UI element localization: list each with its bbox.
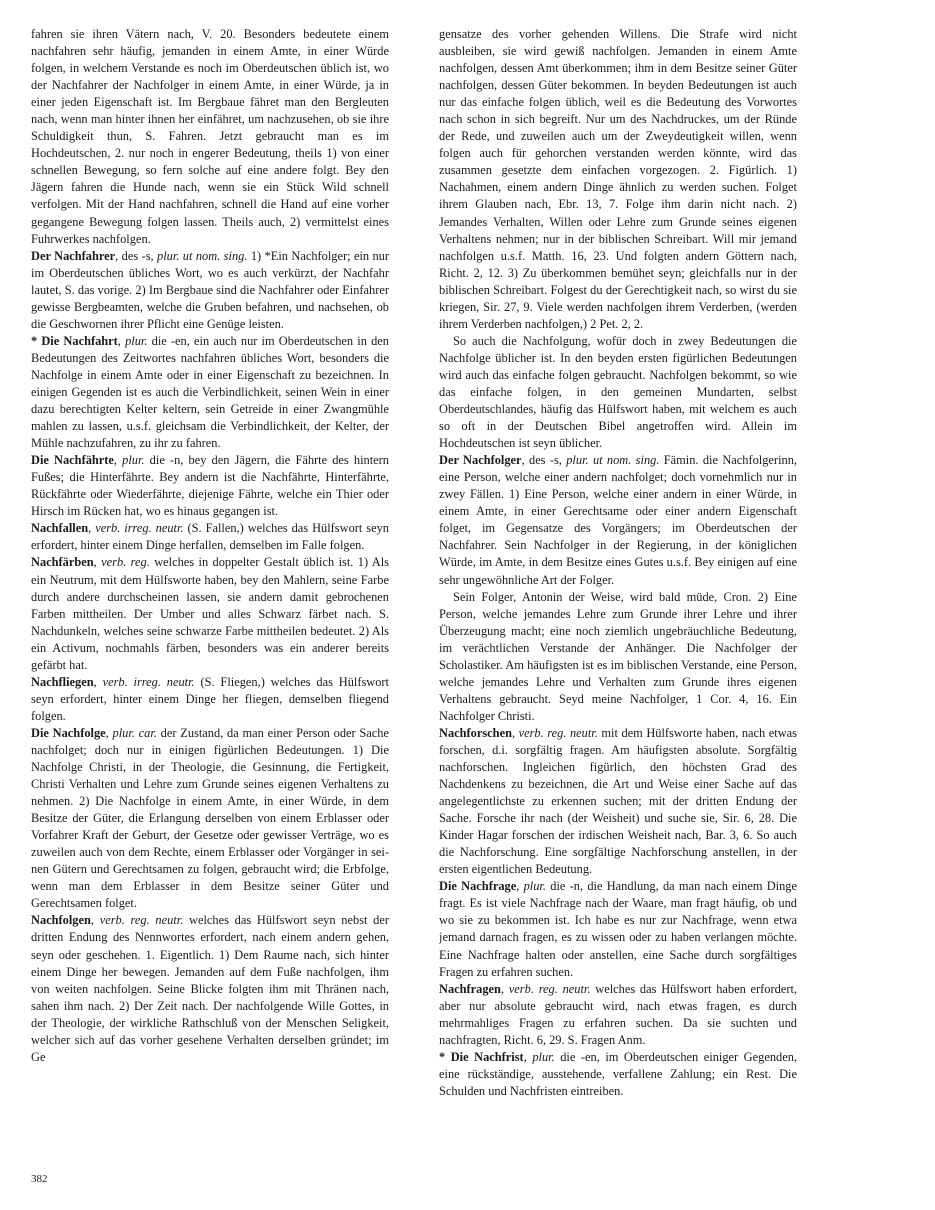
grammar-label: plur. xyxy=(523,879,546,894)
headword: Nachfolgen xyxy=(31,913,91,928)
headword: Die Nachfrage xyxy=(439,879,517,894)
grammar-label: plur. ut nom. sing. xyxy=(157,248,248,263)
dictionary-entry xyxy=(439,333,797,452)
entry-text: , xyxy=(523,1049,533,1064)
entry-text: fahren sie ihren Vätern nach, V. 20. Besonders bedeutete einem nachfahren sehr häufig, jemanden in einem Amte, in einer Würde folgen, in welchem Verstande es noch im Oberdeutschen üblich ist, wo der Nachfahrer der Nachfolger in einem Amte, in einer Würde, ja in einer jeden Eigenschaft ist. Im Bergbaue fähret man den Bergleuten nach, wenn man hinter ihnen her einfähret, um nachzusehen, ob sie ihre Schuldigkeit thun, S. Fahren. Jetzt gebraucht man es im Hochdeutschen, 2. nur noch in engerer Bedeutung, theils 1) von einer schnellen Bewegung, so fern solche auf eine andere folgt. Bey den Jägern fahren die Hunde nach, wenn sie ein Stück Wild schnell verfolgen. Mit der Hand nachfahren, schnell die Hand auf eine vorher gegangene Bewegung folgen lassen. Theils auch, 2) vermittelst eines Fuhrwerkes nachfolgen. xyxy=(31,27,389,246)
entry-text: , des -s, xyxy=(521,453,567,468)
dictionary-entry xyxy=(31,674,389,725)
headword: Die Nachfährte xyxy=(31,453,114,468)
entry-text: (S. Fallen,) welches das Hülfswort seyn erfordert, hinter einem Dinge herfallen, demselben im Falle folgen. xyxy=(31,521,389,553)
entry-text: welches in doppelter Gestalt üblich ist. 1) Als ein Neutrum, mit dem Hülfsworte haben, bey den Mahlern, seine Farbe durch andere durchscheinen lassen, sie andern damit gebrochenen Farben mittheilen. Der Umber und alles Schwarz färbet nach. S. Nachdunkeln, welches seine schwarze Farbe mittheilen bedeutet. 2) Als ein Activum, nochmahls färben, besonders was ein anderer bereits gefärbt hat. xyxy=(31,555,389,672)
grammar-label: plur. car. xyxy=(112,725,157,740)
entry-text: , xyxy=(88,521,96,536)
entry-text: mit dem Hülfsworte haben, nach etwas forschen, d.i. sorgfältig fragen. Am häufigsten absolute. Sorgfältig nachforschen. Ingleichen figürlich, den höchsten Grad des Nachdenkens zu bezeichnen, die Art und Weise einer Sache auf das angelegentlichste zu erkennen suchen; mit der dritten Endung der Sache. Forsche ihr nach (der Weisheit) und suche sie, Sir. 6, 28. Die Kinder Hagar forschen der irdischen Weisheit nach, Bar. 3, 6. So auch die Nachforschung. Eine sorgfältige Nachforschung anstellen, in der ersten eigentlichen Bedeutung. xyxy=(439,725,797,877)
headword: * Die Nachfrist xyxy=(439,1049,524,1064)
entry-text: (S. Fliegen,) welches das Hülfswort seyn erfordert, hinter einem Dinge her fliegen, demselben fliegend folgen. xyxy=(31,674,389,723)
entry-text: die -en, ein auch nur im Oberdeutschen in den Bedeutungen des Zeitwortes nachfahren übliches Wort, besonders die Nachfolge in einem Amte oder in einer Eigenschaft zu bezeichnen. In einigen Gegenden ist es auch die Verbindlichkeit, seinen Wein in einer dazu berechtigten Kelter keltern, sein Getreide in einer Zwangmühle mahlen zu lassen, u.s.f. gleichsam die Verbindlichkeit, der Kelter, der Mühle nachzufahren, zu ihr zu fahren. xyxy=(31,333,389,451)
entry-text: der Zustand, da man einer Person oder Sache nachfolget; doch nur in einigen figürlichen Bedeutungen. 1) Die Nachfolge Christi, in der Theologie, die Gesinnung, die Fertigkeit, Christi Verhalten und Lehre zum Grunde seines eigenen Verhaltens zu nehmen. 2) Die Nachfolge in einem Amte, in einer Würde, in dem Besitze der Güter, die Erlangung derselben von einem Erblasser oder Vorfahrer Kraft der Geburt, der Gesetze oder gewisser Verträge, wo es zuweilen auch von dem Rechte, einem Erblasser oder Vorgänger in seinen Gütern und Gerechtsamen zu folgen, gebraucht wird; die Erbfolge, wenn man dem Erblasser in dem Besitze seiner Güter und Gerechtsamen folget. xyxy=(31,725,389,911)
entry-text: , xyxy=(113,453,123,468)
dictionary-entry xyxy=(31,452,389,520)
dictionary-entry xyxy=(31,520,389,554)
dictionary-entry xyxy=(31,248,389,333)
entry-text: welches das Hülfswort seyn nebst der dritten Endung des Nennwortes erfordert, nach einem andern gehen, seyn oder geschehen. 1. Eigentlich. 1) Dem Raume nach, sich hinter einem Dinge her bewegen. Jemanden auf dem Fuße nachfolgen, ihm von weiten nachfolgen. Seine Blicke folgten ihm mit Thränen nach, sahen ihm nach. 2) Der Zeit nach. Der nachfolgende Wille Gottes, in der Theologie, der wirkliche Rathschluß von der Menschen Seligkeit, welcher sich auf das vorher gesehene Verhalten derselben gründet; im Ge xyxy=(31,913,389,1064)
entry-text: die -en, im Oberdeutschen einiger Gegenden, eine rückständige, ausstehende, verfallene Zahlung; ein Rest. Die Schulden und Nachfristen eintreiben. xyxy=(439,1049,797,1098)
headword: Nachfärben xyxy=(31,555,94,570)
headword: Nachfallen xyxy=(31,521,89,536)
dictionary-entry xyxy=(439,589,797,725)
headword: Der Nachfolger xyxy=(439,453,522,468)
entry-text: , xyxy=(516,879,524,894)
entry-text: , xyxy=(93,674,103,689)
dictionary-entry xyxy=(31,333,389,452)
entry-text: die -n, die Handlung, da man nach einem Dinge fragt. Es ist viele Nachfrage nach der Waare, man fragt häufig, ob und wo sie zu bekommen ist. Ich habe es nur zur Nachfrage, wenn etwa jemand darnach fragen, es zu wissen oder zu haben verlangen möchte. Eine Nachfrage halten oder anstellen, eine Sache durch sorgfältiges Fragen zu erfahren suchen. xyxy=(439,879,797,979)
dictionary-entry xyxy=(31,26,389,248)
grammar-label: plur. xyxy=(122,453,145,468)
entry-text: , xyxy=(117,333,126,348)
entry-text: gensatze des vorher gehenden Willens. Die Strafe wird nicht ausbleiben, sie wird gewiß nachfolgen. Jemanden in einem Amte nachfolgen, dessen Amt überkommen; ihm in dem Besitze seiner Güter nachfolgen, dessen Güter bekommen. In beyden Bedeutungen ist auch nur das einfache folgen üblich, weil es die Bedeutung des Vorwortes nach schon in sich begreift. Nur um des Nachdruckes, um der Ründe der Rede, und zuweilen auch um der Zweydeutigkeit willen, wenn folgen auch für gehorchen verstanden werden könnte, wird das zusammen gesetzte dem einfachen vorgezogen. 2. Figürlich. 1) Nachahmen, einem andern Dinge ähnlich zu werden suchen. Folget ihrem Glauben nach, Ebr. 13, 7. Folge ihm darin nicht nach. 2) Jemandes Verhalten, Willen oder Lehre zum Grunde seines eigenen Verhaltens nehmen; nur in der biblischen Schreibart. Will mir jemand nachfolgen u.s.f. Matth. 16, 23. Und folgten andern Göttern nach, Richt. 2, 12. 3) Zu überkommen bemühet seyn; gleichfalls nur in der biblischen Schreibart. Folgest du der Gerechtigkeit nach, so wirst du sie kriegen, Sir. 27, 9. Viele werden nachfolgen ihrem Verderben, (werden ihrem Verderben nachfolgen,) 2 Pet. 2, 2. xyxy=(439,27,797,331)
grammar-label: verb. reg. xyxy=(101,555,150,570)
entry-text: , xyxy=(105,725,113,740)
dictionary-entry xyxy=(439,452,797,588)
grammar-label: verb. irreg. neutr. xyxy=(102,674,195,689)
right-column xyxy=(439,26,797,1190)
dictionary-entry xyxy=(439,981,797,1049)
headword: * Die Nachfahrt xyxy=(31,333,118,348)
dictionary-entry xyxy=(31,725,389,913)
grammar-label: verb. irreg. neutr. xyxy=(95,521,184,536)
entry-text: , xyxy=(511,725,519,740)
dictionary-entry xyxy=(439,878,797,980)
grammar-label: verb. reg. neutr. xyxy=(508,981,591,996)
dictionary-entry xyxy=(31,554,389,673)
headword: Die Nachfolge xyxy=(31,725,106,740)
page-number: 382 xyxy=(31,1173,48,1185)
entry-text: , xyxy=(90,913,100,928)
entry-text: Fämin. die Nachfolgerinn, eine Person, welche einer andern nachfolget; doch vornehmlich nur in zwey Fällen. 1) Eine Person, welche einer andern in einer Würde, in einem Amte, in einer Gerechtsame oder einer andern Eigenschaft folget, im Gegensatze des Vorgängers; im Oberdeutschen der Nachfahrer. Sein Nachfolger in der Regierung, in der königlichen Würde, im Amte, in dem Besitze eines Gutes u.s.f. Bey einigen auf eine sehr ungewöhnliche Art der Folger. xyxy=(439,453,797,587)
entry-text: die -n, bey den Jägern, die Fährte des hintern Fußes; die Hinterfährte. Bey andern ist die Nachfährte, Hinterfährte, Rückfährte oder Wiederfährte, diejenige Fährte, welche ein Thier oder Hirsch im Rücken hat, wo es hinaus gegangen ist. xyxy=(31,453,389,519)
entry-text: , xyxy=(500,981,509,996)
grammar-label: plur. ut nom. sing. xyxy=(566,453,660,468)
grammar-label: plur. xyxy=(532,1049,555,1064)
dictionary-entry xyxy=(31,912,389,1065)
grammar-label: verb. reg. neutr. xyxy=(99,913,184,928)
grammar-label: plur. xyxy=(125,333,148,348)
headword: Nachforschen xyxy=(439,725,512,740)
headword: Der Nachfahrer xyxy=(31,248,116,263)
entry-text: So auch die Nachfolgung, wofür doch in zwey Bedeutungen die Nachfolge üblicher ist. In den beyden ersten figürlichen Bedeutungen wird auch das einfache folgen gebraucht. Nachfolgen bekommt, so wie das einfache folgen, in den gemeinen Mundarten, selbst Oberdeutschlandes, häufig das Hülfswort haben, mit welchem es auch so oft in der Deutschen Bibel angetroffen wird. Allein im Hochdeutschen ist seyn üblicher. xyxy=(439,333,797,451)
dictionary-entry xyxy=(439,26,797,333)
entry-text: welches das Hülfswort haben erfordert, aber nur absolute gebraucht wird, nach etwas fragen, es durch mehrmahliges Fragen zu erfahren suchen. Da sie suchten und nachfragten, Richt. 6, 29. S. Fragen Anm. xyxy=(439,981,797,1047)
entry-text: , des -s, xyxy=(115,248,158,263)
dictionary-entry xyxy=(439,725,797,878)
headword: Nachfliegen xyxy=(31,674,94,689)
entry-text: Sein Folger, Antonin der Weise, wird bald müde, Cron. 2) Eine Person, welche jemandes Lehre zum Grunde ihrer Lehre und ihrer Überzeugung macht; eine noch ziemlich ungebräuchliche Bedeutung, im verächtlichen Verstande der Anhänger. Die Nachfolger der Scholastiker. Am häufigsten ist es im biblischen Verstande, eine Person, welche jemandes Lehre und Verhalten zum Grunde ihres eigenen Verhaltens gebraucht. Seyd meine Nachfolger, 1 Cor. 4, 16. Ein Nachfolger Christi. xyxy=(439,589,797,723)
grammar-label: verb. reg. neutr. xyxy=(518,725,598,740)
left-column xyxy=(31,26,389,1190)
entry-text: 1) *Ein Nachfolger; ein nur im Oberdeutschen übliches Wort, wo es auch verkürzt, der Nachfahr lautet, S. das vorige. 2) Im Bergbaue sind die Nachfahrer oder Einfahrer gewisse Bergbeamten, welche die Gruben befahren, und nachsehen, ob die Geschwornen ihrer Pflicht eine Genüge leisten. xyxy=(31,248,389,331)
entry-text: , xyxy=(93,555,102,570)
dictionary-entry xyxy=(439,1049,797,1100)
headword: Nachfragen xyxy=(439,981,501,996)
